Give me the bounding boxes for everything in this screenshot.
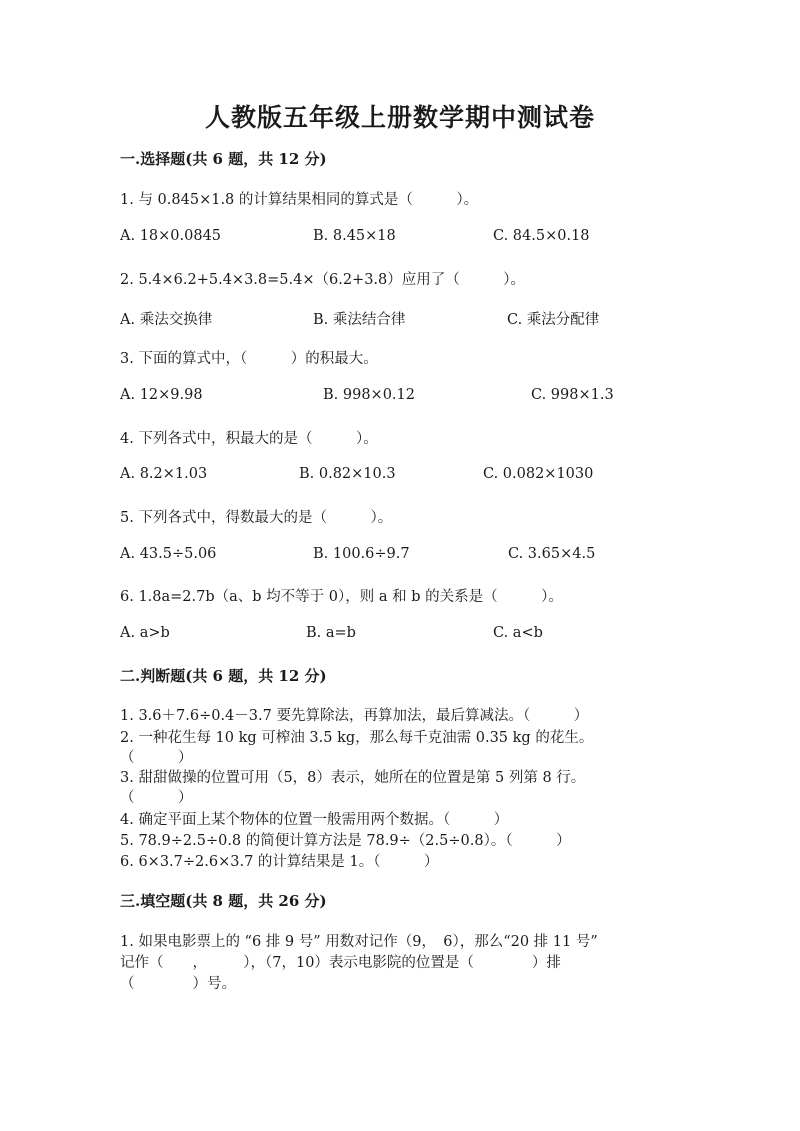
page-title: 人教版五年级上册数学期中测试卷: [204, 103, 595, 132]
question-1-stem: 1. 与 0.845×1.8 的计算结果相同的算式是（ ）。: [120, 192, 479, 208]
question-6-option-c: C. a<b: [493, 625, 543, 641]
section-heading-fill: 三.填空题(共 8 题，共 26 分): [120, 892, 327, 910]
judge-line-6: 6. 6×3.7÷2.6×3.7 的计算结果是 1。（ ）: [120, 854, 439, 870]
section-heading-judge: 二.判断题(共 6 题，共 12 分): [120, 667, 327, 685]
question-2-option-b: B. 乘法结合律: [313, 312, 406, 328]
question-2-option-a: A. 乘法交换律: [120, 312, 213, 328]
question-3-option-a: A. 12×9.98: [120, 387, 203, 403]
question-6-stem: 6. 1.8a=2.7b（a、b 均不等于 0），则 a 和 b 的关系是（ ）。: [120, 589, 563, 605]
judge-line-4: 4. 确定平面上某个物体的位置一般需用两个数据。（ ）: [120, 812, 509, 828]
question-5-option-a: A. 43.5÷5.06: [120, 546, 217, 562]
question-2-stem: 2. 5.4×6.2+5.4×3.8=5.4×（6.2+3.8）应用了（ ）。: [120, 272, 526, 288]
judge-line-2-blank: （ ）: [120, 750, 193, 766]
judge-line-3: 3. 甜甜做操的位置可用（5，8）表示，她所在的位置是第 5 列第 8 行。: [120, 770, 586, 786]
judge-line-3-blank: （ ）: [120, 790, 193, 806]
fill-line-1: 1. 如果电影票上的 “6 排 9 号” 用数对记作（9， 6），那么“20 排 11 号”: [120, 934, 598, 950]
question-4-stem: 4. 下列各式中，积最大的是（ ）。: [120, 431, 378, 447]
judge-line-5: 5. 78.9÷2.5÷0.8 的简便计算方法是 78.9÷（2.5÷0.8）。（ ）: [120, 833, 571, 849]
question-4-option-b: B. 0.82×10.3: [299, 466, 396, 482]
fill-line-3: （ ）号。: [120, 976, 236, 992]
question-3-option-c: C. 998×1.3: [531, 387, 614, 403]
question-4-option-c: C. 0.082×1030: [483, 466, 594, 482]
question-5-option-c: C. 3.65×4.5: [508, 546, 596, 562]
question-3-option-b: B. 998×0.12: [323, 387, 415, 403]
judge-line-1: 1. 3.6＋7.6÷0.4－3.7 要先算除法，再算加法，最后算减法。（ ）: [120, 708, 589, 724]
question-1-option-a: A. 18×0.0845: [120, 228, 222, 244]
fill-line-2: 记作（ ， ），（7，10）表示电影院的位置是（ ）排: [120, 955, 561, 971]
question-2-option-c: C. 乘法分配律: [507, 312, 600, 328]
question-6-option-b: B. a=b: [306, 625, 356, 641]
question-5-stem: 5. 下列各式中，得数最大的是（ ）。: [120, 510, 393, 526]
question-6-option-a: A. a>b: [120, 625, 170, 641]
judge-line-2: 2. 一种花生每 10 kg 可榨油 3.5 kg，那么每千克油需 0.35 kg 的花生。: [120, 730, 594, 746]
question-1-option-c: C. 84.5×0.18: [493, 228, 590, 244]
section-heading-choice: 一.选择题(共 6 题，共 12 分): [120, 150, 327, 168]
question-5-option-b: B. 100.6÷9.7: [313, 546, 410, 562]
question-4-option-a: A. 8.2×1.03: [120, 466, 208, 482]
question-1-option-b: B. 8.45×18: [313, 228, 396, 244]
question-3-stem: 3. 下面的算式中，（ ）的积最大。: [120, 351, 378, 367]
